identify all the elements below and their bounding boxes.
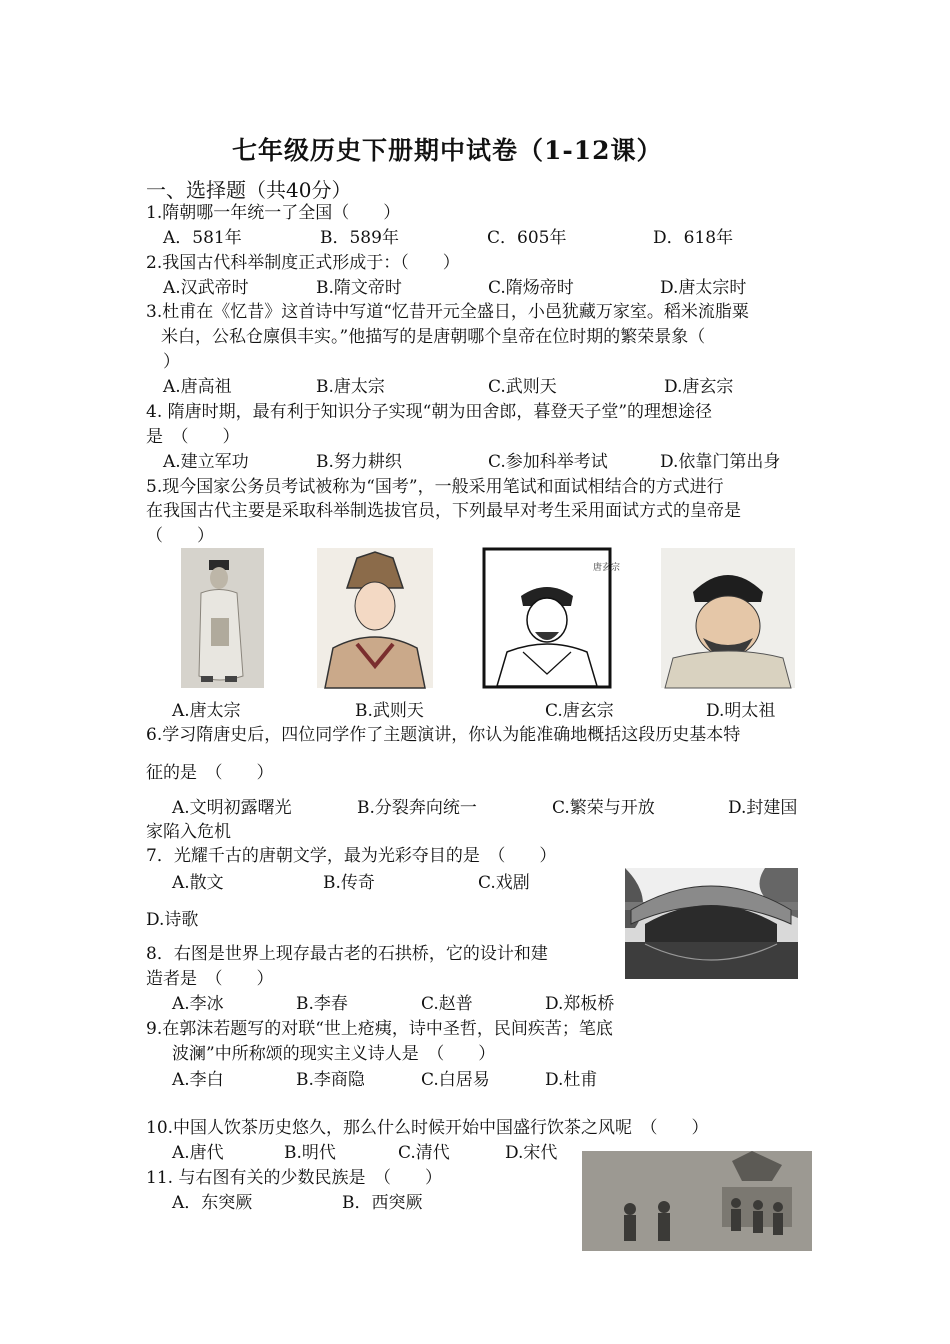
question-8-option-a: A.李冰 [172, 994, 224, 1014]
question-7-option-d: D.诗歌 [146, 910, 199, 930]
question-11-stem: 11. 与右图有关的少数民族是 （ ） [146, 1168, 442, 1188]
portrait-tang-taizong [181, 548, 264, 688]
question-5-line-2: 在我国古代主要是采取科举制选拔官员，下列最早对考生采用面试方式的皇帝是 [146, 501, 741, 521]
question-2-option-d: D.唐太宗时 [660, 278, 747, 298]
question-9-option-c: C.白居易 [421, 1070, 490, 1090]
question-6-option-c: C.繁荣与开放 [552, 798, 655, 818]
question-9-option-b: B.李商隐 [296, 1070, 365, 1090]
question-5-line-3: （ ） [146, 526, 214, 546]
question-6-option-a: A.文明初露曙光 [172, 798, 292, 818]
question-9-option-a: A.李白 [172, 1070, 224, 1090]
question-6-line-1: 6.学习隋唐史后，四位同学作了主题演讲，你认为能准确地概括这段历史基本特 [146, 725, 741, 745]
page-title: 七年级历史下册期中试卷（1-12课） [232, 136, 663, 165]
question-8-line-1: 8．右图是世界上现存最古老的石拱桥，它的设计和建 [146, 944, 548, 964]
question-4-option-a: A.建立军功 [163, 452, 249, 472]
portrait-ming-taizu [661, 548, 795, 688]
question-9-option-d: D.杜甫 [545, 1070, 598, 1090]
question-2-option-b: B.隋文帝时 [316, 278, 402, 298]
question-8-line-2: 造者是 （ ） [146, 969, 274, 989]
question-3-option-b: B.唐太宗 [316, 377, 385, 397]
question-9-line-1: 9.在郭沫若题写的对联“世上疮痍，诗中圣哲，民间疾苦；笔底 [146, 1019, 613, 1039]
question-5-option-d: D.明太祖 [706, 701, 776, 721]
question-3-option-a: A.唐高祖 [163, 377, 232, 397]
question-4-option-c: C.参加科举考试 [488, 452, 608, 472]
question-2-option-c: C.隋炀帝时 [488, 278, 574, 298]
question-10-option-a: A.唐代 [172, 1143, 224, 1163]
question-5-option-c: C.唐玄宗 [545, 701, 614, 721]
question-4-line-2: 是 （ ） [146, 427, 240, 447]
question-3-line-2: 米白，公私仓廪俱丰实。”他描写的是唐朝哪个皇帝在位时期的繁荣景象（ [161, 327, 706, 347]
question-8-option-c: C.赵普 [421, 994, 473, 1014]
question-7-option-c: C.戏剧 [478, 873, 530, 893]
question-3-option-d: D.唐玄宗 [664, 377, 734, 397]
question-10-option-b: B.明代 [284, 1143, 336, 1163]
question-11-option-b: B．西突厥 [342, 1193, 423, 1213]
question-7-option-b: B.传奇 [323, 873, 375, 893]
question-2-stem: 2.我国古代科举制度正式形成于：（ ） [146, 253, 460, 273]
zhaozhou-bridge-photo [625, 868, 798, 979]
question-6-option-d: D.封建国 [728, 798, 798, 818]
question-3-option-c: C.武则天 [488, 377, 557, 397]
question-8-option-b: B.李春 [296, 994, 348, 1014]
portrait-wu-zetian [317, 548, 433, 688]
tang-painting-photo [582, 1151, 812, 1251]
question-3-line-1: 3.杜甫在《忆昔》这首诗中写道“忆昔开元全盛日，小邑犹藏万家室。稻米流脂粟 [146, 302, 749, 322]
question-8-option-d: D.郑板桥 [545, 994, 615, 1014]
portrait-tang-xuanzong [483, 548, 621, 688]
question-7-stem: 7．光耀千古的唐朝文学，最为光彩夺目的是 （ ） [146, 846, 557, 866]
question-6-line-2: 征的是 （ ） [146, 763, 274, 783]
question-4-option-d: D.依靠门第出身 [660, 452, 781, 472]
question-10-stem: 10.中国人饮茶历史悠久，那么什么时候开始中国盛行饮茶之风呢 （ ） [146, 1118, 709, 1138]
question-7-option-a: A.散文 [172, 873, 224, 893]
question-2-option-a: A.汉武帝时 [163, 278, 249, 298]
question-5-option-b: B.武则天 [355, 701, 424, 721]
question-4-line-1: 4. 隋唐时期，最有利于知识分子实现“朝为田舍郎，暮登天子堂”的理想途径 [146, 402, 713, 422]
question-5-line-1: 5.现今国家公务员考试被称为“国考”，一般采用笔试和面试相结合的方式进行 [146, 477, 724, 497]
question-10-option-c: C.清代 [398, 1143, 450, 1163]
portrait-caption: 唐玄宗 [593, 563, 621, 573]
question-6-option-b: B.分裂奔向统一 [357, 798, 477, 818]
question-1-option-b: B．589年 [320, 228, 399, 248]
question-4-option-b: B.努力耕织 [316, 452, 402, 472]
question-6-option-d-continued: 家陷入危机 [146, 822, 231, 842]
question-10-option-d: D.宋代 [505, 1143, 558, 1163]
question-3-line-3: ） [163, 352, 180, 372]
question-1-option-a: A．581年 [163, 228, 242, 248]
question-5-option-a: A.唐太宗 [172, 701, 241, 721]
section-heading-choice: 一、选择题（共40分） [146, 178, 352, 202]
question-1-option-c: C．605年 [487, 228, 567, 248]
question-9-line-2: 波澜”中所称颂的现实主义诗人是 （ ） [172, 1044, 496, 1064]
question-1-stem: 1.隋朝哪一年统一了全国（ ） [146, 203, 401, 223]
question-1-option-d: D．618年 [653, 228, 734, 248]
question-11-option-a: A．东突厥 [172, 1193, 253, 1213]
